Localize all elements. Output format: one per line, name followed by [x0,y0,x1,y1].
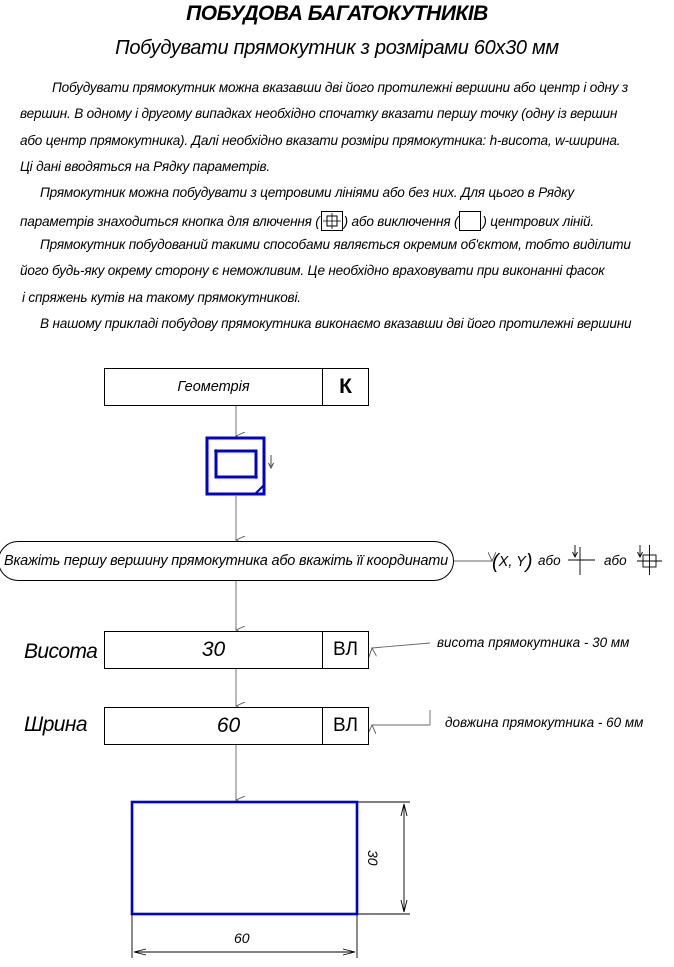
geometry-menu-box[interactable] [104,368,369,406]
width-note: довжина прямокутника - 60 мм [445,715,644,730]
text-line: вершин. В одному і другому випадках необхідно спочатку вказати першу точку (одну із вершин [20,106,618,121]
point-icon [568,545,595,575]
text-line: Прямокутник побудований такими способами являється окремим об'єктом, тобто виділити [40,237,631,252]
text-line: або центр прямокутника). Далі необхідно вказати розміри прямокутника: h-висота, w-ширина. [20,133,621,148]
text-line: Ці дані вводяться на Рядку параметрів. [20,159,270,174]
geometry-label: Геометрія [177,379,250,395]
coords-input-hint: (X, Y) [492,551,533,573]
dimension-height-label: 30 [365,850,381,866]
rectangle-tool-icon [207,438,274,494]
width-value: 60 [216,714,241,737]
height-note-connector [372,643,430,648]
command-prompt [0,541,454,581]
height-input[interactable] [104,631,369,669]
height-note: висота прямокутника - 30 мм [437,635,630,650]
text-line: Побудувати прямокутник можна вказавши дві його протилежні вершини або центр і одну з [52,80,628,95]
point-with-centerlines-icon [637,545,662,575]
text-fragment: параметрів знаходиться кнопка для влючення ( [20,214,320,230]
geometry-key: К [339,375,352,398]
text-line: його будь-яку окрему сторону є неможливим. Це необхідно враховувати при виконанні фасок [20,263,605,278]
result-rectangle-drawing [132,802,357,914]
dimension-width-label: 60 [234,930,250,946]
coords-label: X, Y [498,554,526,570]
height-value: 30 [201,638,226,661]
text-fragment: ) центрових ліній. [482,214,594,230]
width-key: ВЛ [333,715,358,736]
height-key: ВЛ [333,639,358,660]
or-label: або [604,553,627,568]
text-line: і спряжень кутів на такому прямокутникові. [22,290,301,305]
text-line: Прямокутник можна побудувати з цетровими лініями або без них. Для цього в Рядку [40,185,574,200]
or-label: або [538,553,561,568]
text-fragment: ) або виключення ( [343,214,459,230]
text-line: В нашому прикладі побудову прямокутника виконаємо вказавши дві його протилежні вершини [40,316,632,331]
width-input[interactable] [104,707,369,745]
width-label: Шрина [24,713,87,736]
prompt-text: Вкажіть першу вершину прямокутника або вкажіть її координати [4,553,448,569]
page-title: ПОБУДОВА БАГАТОКУТНИКІВ [186,2,488,25]
page-subtitle: Побудувати прямокутник з розмірами 60х30 мм [115,37,559,59]
height-label: Висота [24,640,98,663]
